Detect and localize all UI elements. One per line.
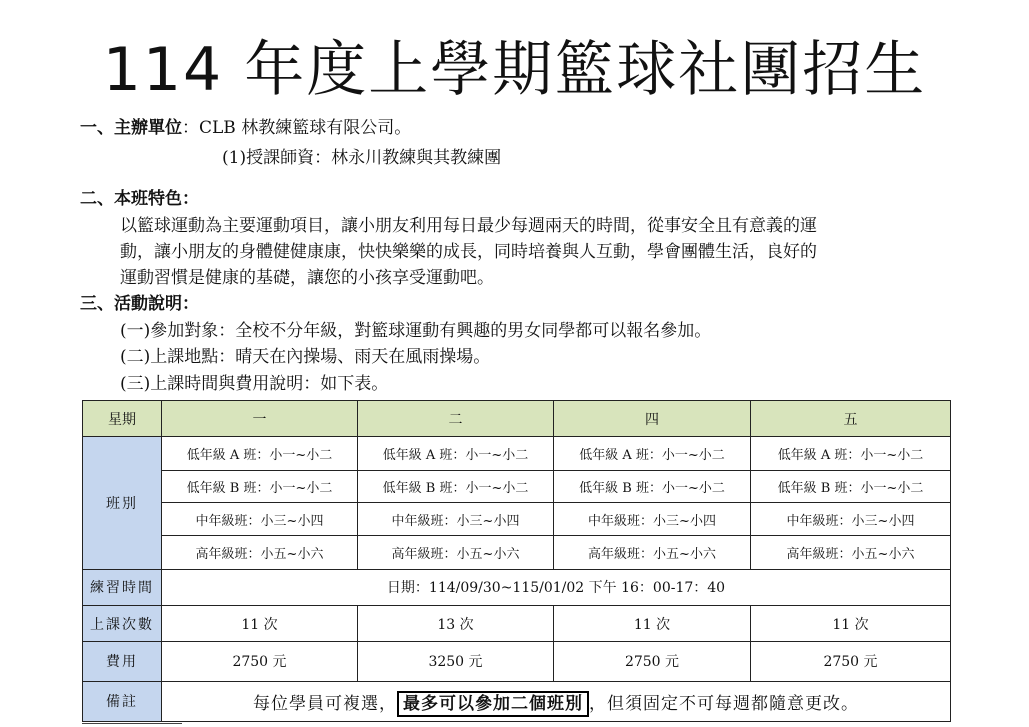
- features-line: 動，讓小朋友的身體健健康康，快快樂樂的成長，同時培養與人互動，學會團體生活，良好的: [120, 242, 817, 262]
- fee-cell: 2750 元: [162, 642, 358, 681]
- table-row: [83, 470, 951, 502]
- page-title: 114 年度上學期籃球社團招生: [102, 35, 927, 105]
- note-label: 備註: [83, 681, 162, 721]
- class-cell: 低年級 B 班：小一~小二: [358, 470, 554, 502]
- note-text: 每位學員可複選，: [253, 693, 397, 714]
- header-tuesday: 二: [358, 401, 554, 437]
- practice-time-value: 日期：114/09/30~115/01/02 下午 16：00-17：40: [162, 569, 951, 605]
- session-count-cell: 11 次: [751, 605, 951, 641]
- header-weekday-label: 星期: [83, 401, 162, 437]
- organizer-value: ：CLB 林教練籃球有限公司。: [182, 118, 412, 138]
- class-cell: 高年級班：小五~小六: [751, 536, 951, 569]
- features-line: 運動習慣是健康的基礎，讓您的小孩享受運動吧。: [120, 268, 494, 288]
- fee-label: 費用: [83, 642, 162, 681]
- class-cell: 低年級 B 班：小一~小二: [554, 470, 751, 502]
- table-row: [83, 437, 951, 470]
- class-cell: 中年級班：小三~小四: [751, 502, 951, 535]
- class-cell: 低年級 A 班：小一~小二: [751, 437, 951, 470]
- features-line: 以籃球運動為主要運動項目，讓小朋友利用每日最少每週兩天的時間，從事安全且有意義的運: [120, 216, 817, 236]
- page-bottom-divider: [82, 723, 182, 724]
- activity-item-participants: (一)參加對象：全校不分年級，對籃球運動有興趣的男女同學都可以報名參加。: [120, 321, 712, 341]
- note-text: ，但須固定不可每週都隨意更改。: [589, 693, 859, 714]
- table-row: [83, 536, 951, 569]
- table-header-row: [83, 401, 951, 437]
- table-row: [83, 502, 951, 535]
- class-cell: 高年級班：小五~小六: [162, 536, 358, 569]
- table-row: [83, 569, 951, 605]
- header-monday: 一: [162, 401, 358, 437]
- note-cell: [162, 681, 951, 721]
- table-row: [83, 681, 951, 721]
- class-cell: 高年級班：小五~小六: [358, 536, 554, 569]
- fee-cell: 2750 元: [751, 642, 951, 681]
- features-paragraph: [120, 213, 960, 291]
- class-cell: 低年級 A 班：小一~小二: [162, 437, 358, 470]
- practice-time-label: 練習時間: [83, 569, 162, 605]
- session-count-cell: 13 次: [358, 605, 554, 641]
- class-label: 班別: [83, 437, 162, 569]
- class-cell: 低年級 A 班：小一~小二: [358, 437, 554, 470]
- session-count-cell: 11 次: [162, 605, 358, 641]
- class-cell: 中年級班：小三~小四: [162, 502, 358, 535]
- class-cell: 低年級 B 班：小一~小二: [162, 470, 358, 502]
- activity-item-schedule: (三)上課時間與費用說明：如下表。: [120, 374, 389, 394]
- activity-heading: 三、活動說明：: [80, 294, 199, 314]
- instructor-line: (1)授課師資：林永川教練與其教練團: [222, 148, 502, 168]
- table-row: [83, 642, 951, 681]
- session-count-cell: 11 次: [554, 605, 751, 641]
- class-cell: 中年級班：小三~小四: [358, 502, 554, 535]
- organizer-label: 一、主辦單位: [80, 118, 182, 138]
- class-cell: 中年級班：小三~小四: [554, 502, 751, 535]
- table-row: [83, 605, 951, 641]
- fee-cell: 2750 元: [554, 642, 751, 681]
- class-cell: 低年級 A 班：小一~小二: [554, 437, 751, 470]
- features-heading: 二、本班特色：: [80, 189, 199, 209]
- class-cell: 高年級班：小五~小六: [554, 536, 751, 569]
- header-friday: 五: [751, 401, 951, 437]
- note-emphasis: 最多可以參加二個班別: [397, 691, 589, 717]
- fee-cell: 3250 元: [358, 642, 554, 681]
- section-organizer: [80, 116, 411, 140]
- header-thursday: 四: [554, 401, 751, 437]
- activity-item-location: (二)上課地點：晴天在內操場、雨天在風雨操場。: [120, 347, 491, 367]
- class-cell: 低年級 B 班：小一~小二: [751, 470, 951, 502]
- schedule-table: [82, 400, 951, 722]
- session-count-label: 上課次數: [83, 605, 162, 641]
